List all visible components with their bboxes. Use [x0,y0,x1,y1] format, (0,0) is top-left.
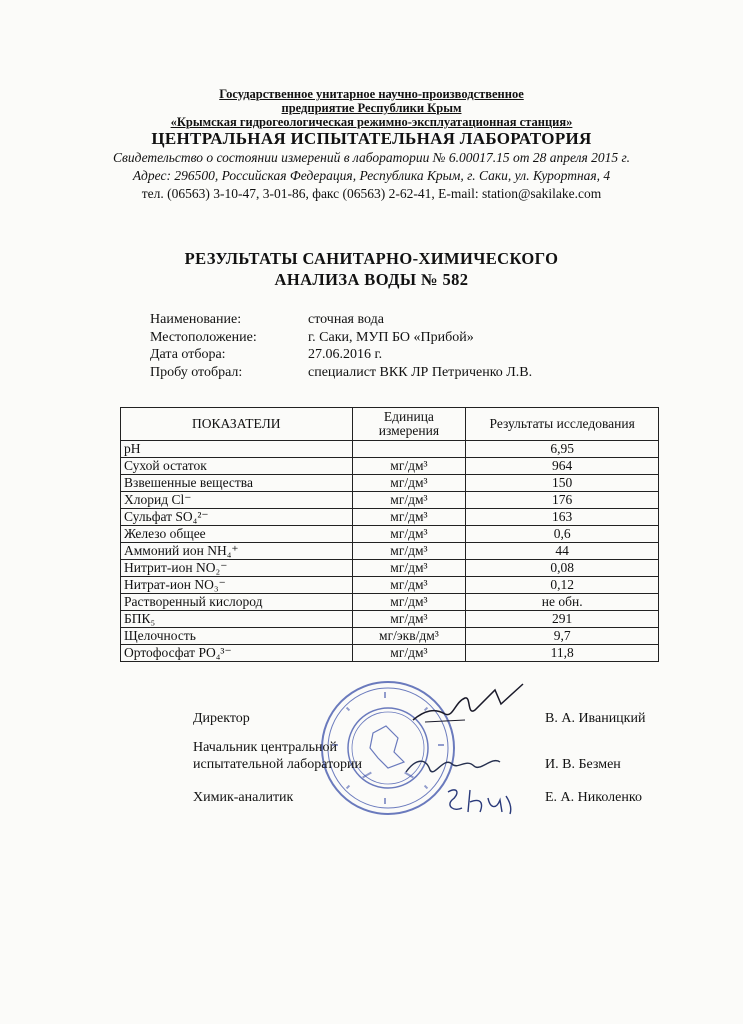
indicator-cell: Сульфат SO₄²⁻ [121,509,353,526]
header-unit: Единица измерения [352,408,466,441]
org-name-line3: «Крымская гидрогеологическая режимно-эксплуатационная станция» [170,115,573,129]
table-row [121,526,659,543]
unit-cell: мг/дм³ [352,577,466,594]
head-name: И. В. Безмен [545,757,621,772]
table-row [121,645,659,662]
certificate-line: Свидетельство о состоянии измерений в лаборатории № 6.00017.15 от 28 апреля 2015 г. [113,150,630,165]
table-row [121,594,659,611]
unit-cell: мг/дм³ [352,543,466,560]
result-cell: 0,12 [466,577,659,594]
header-result: Результаты исследования [466,408,659,441]
unit-cell: мг/экв/дм³ [352,628,466,645]
unit-cell: мг/дм³ [352,560,466,577]
lab-name: ЦЕНТРАЛЬНАЯ ИСПЫТАТЕЛЬНАЯ ЛАБОРАТОРИЯ [151,129,592,148]
indicator-cell: Аммоний ион NH₄⁺ [121,543,353,560]
chemist-title: Химик-аналитик [193,790,294,805]
unit-cell: мг/дм³ [352,492,466,509]
director-title: Директор [193,711,250,726]
result-cell: 964 [466,458,659,475]
table-row [121,458,659,475]
unit-cell [352,441,466,458]
info-value: специалист ВКК ЛР Петриченко Л.В. [308,364,533,380]
info-value: сточная вода [308,312,384,327]
result-cell: 163 [466,509,659,526]
org-name-line2: предприятие Республики Крым [281,101,462,115]
report-title-line1: РЕЗУЛЬТАТЫ САНИТАРНО-ХИМИЧЕСКОГО [184,249,559,268]
unit-cell: мг/дм³ [352,611,466,628]
table-header-row [121,408,659,441]
result-cell: 176 [466,492,659,509]
table-row [121,475,659,492]
org-name-line1: Государственное унитарное научно-производственное [219,87,524,101]
unit-cell: мг/дм³ [352,645,466,662]
table-row [121,492,659,509]
info-label: Наименование: [150,312,242,327]
indicator-cell: Нитрит-ион NO₂⁻ [121,560,353,577]
head-title-line2: испытательной лаборатории [193,757,363,772]
unit-cell: мг/дм³ [352,509,466,526]
table-row [121,628,659,645]
table-row [121,560,659,577]
head-signature [400,748,510,783]
table-row [121,611,659,628]
chemist-signature [440,782,520,822]
result-cell: 11,8 [466,645,659,662]
result-cell: не обн. [466,594,659,611]
table-row [121,441,659,458]
info-value: 27.06.2016 г. [308,347,383,362]
info-value: г. Саки, МУП БО «Прибой» [308,329,474,345]
result-cell: 44 [466,543,659,560]
unit-cell: мг/дм³ [352,526,466,543]
result-cell: 9,7 [466,628,659,645]
report-title-line2: АНАЛИЗА ВОДЫ № 582 [274,270,469,289]
indicator-cell: Взвешенные вещества [121,475,353,492]
result-cell: 150 [466,475,659,492]
indicator-cell: Растворенный кислород [121,594,353,611]
result-cell: 291 [466,611,659,628]
info-label: Пробу отобрал: [150,364,243,380]
chemist-name: Е. А. Николенко [545,790,642,805]
info-label: Местоположение: [150,329,257,345]
indicator-cell: pH [121,441,353,458]
table-row [121,577,659,594]
result-cell: 0,6 [466,526,659,543]
info-label: Дата отбора: [150,347,226,362]
contacts-line: тел. (06563) 3-10-47, 3-01-86, факс (06563) 2-62-41, E-mail: station@sakilake.com [141,186,602,201]
table-row [121,509,659,526]
indicator-cell: Ортофосфат PO₄³⁻ [121,645,353,662]
director-name: В. А. Иваницкий [545,711,646,726]
unit-cell: мг/дм³ [352,458,466,475]
unit-cell: мг/дм³ [352,594,466,611]
header-indicator: ПОКАЗАТЕЛИ [121,408,353,441]
result-cell: 0,08 [466,560,659,577]
indicator-cell: Нитрат-ион NO₃⁻ [121,577,353,594]
indicator-cell: Щелочность [121,628,353,645]
unit-cell: мг/дм³ [352,475,466,492]
indicator-cell: Железо общее [121,526,353,543]
indicator-cell: Сухой остаток [121,458,353,475]
indicator-cell: БПК₅ [121,611,353,628]
address-line: Адрес: 296500, Российская Федерация, Республика Крым, г. Саки, ул. Курортная, 4 [132,168,611,183]
head-title-line1: Начальник центральной [193,740,337,755]
director-signature [405,680,535,735]
result-cell: 6,95 [466,441,659,458]
results-table [120,407,659,662]
table-row [121,543,659,560]
indicator-cell: Хлорид Cl⁻ [121,492,353,509]
